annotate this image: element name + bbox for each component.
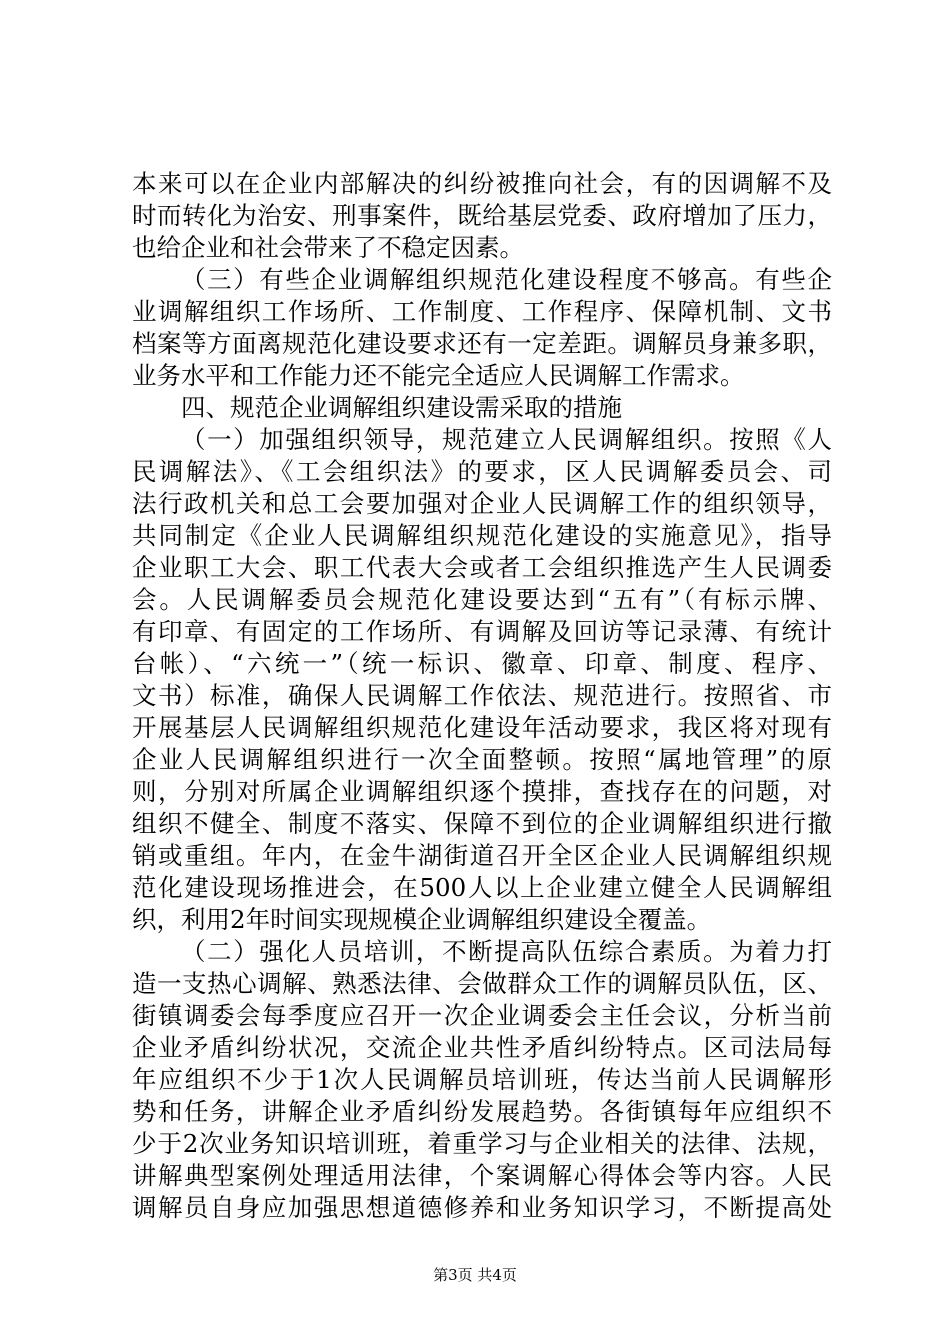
text-line: 开展基层人民调解组织规范化建设年活动要求，我区将对现有 [132, 713, 832, 742]
text-line: 时而转化为治安、刑事案件，既给基层党委、政府增加了压力， [132, 201, 832, 230]
text-line: 销或重组。年内，在金牛湖街道召开全区企业人民调解组织规 [132, 841, 832, 870]
text-line: 业调解组织工作场所、工作制度、工作程序、保障机制、文书 [132, 297, 832, 326]
text-line: 有印章、有固定的工作场所、有调解及回访等记录薄、有统计 [132, 617, 832, 646]
text-line: 范化建设现场推进会，在500人以上企业建立健全人民调解组 [132, 873, 832, 902]
text-line: 组织不健全、制度不落实、保障不到位的企业调解组织进行撤 [132, 809, 832, 838]
text-line: 调解员自身应加强思想道德修养和业务知识学习，不断提高处 [132, 1193, 832, 1222]
text-line: 文书）标准，确保人民调解工作依法、规范进行。按照省、市 [132, 681, 832, 710]
text-line: 共同制定《企业人民调解组织规范化建设的实施意见》，指导 [132, 521, 832, 550]
text-line: 法行政机关和总工会要加强对企业人民调解工作的组织领导， [132, 489, 832, 518]
text-line: 讲解典型案例处理适用法律，个案调解心得体会等内容。人民 [132, 1161, 832, 1190]
text-line: 织，利用2年时间实现规模企业调解组织建设全覆盖。 [132, 905, 712, 934]
paragraph-first-line: （三）有些企业调解组织规范化建设程度不够高。有些企 [181, 265, 832, 294]
paragraph-first-line: （二）强化人员培训，不断提高队伍综合素质。为着力打 [181, 937, 832, 966]
text-line: 造一支热心调解、熟悉法律、会做群众工作的调解员队伍，区、 [132, 969, 832, 998]
text-line: 业务水平和工作能力还不能完全适应人民调解工作需求。 [132, 361, 745, 390]
text-line: 台帐）、“六统一”（统一标识、徽章、印章、制度、程序、 [132, 649, 832, 678]
text-line: 企业职工大会、职工代表大会或者工会组织推选产生人民调委 [132, 553, 832, 582]
paragraph-first-line: 四、规范企业调解组织建设需采取的措施 [181, 393, 622, 422]
text-line: 势和任务，讲解企业矛盾纠纷发展趋势。各街镇每年应组织不 [132, 1097, 832, 1126]
text-line: 则，分别对所属企业调解组织逐个摸排，查找存在的问题，对 [132, 777, 832, 806]
text-line: 年应组织不少于1次人民调解员培训班，传达当前人民调解形 [132, 1065, 832, 1094]
text-line: 企业矛盾纠纷状况，交流企业共性矛盾纠纷特点。区司法局每 [132, 1033, 832, 1062]
text-line: 也给企业和社会带来了不稳定因素。 [132, 233, 524, 262]
text-line: 街镇调委会每季度应召开一次企业调委会主任会议，分析当前 [132, 1001, 832, 1030]
text-line: 民调解法》、《工会组织法》的要求，区人民调解委员会、司 [132, 457, 832, 486]
text-line: 会。人民调解委员会规范化建设要达到“五有”（有标示牌、 [132, 585, 832, 614]
text-line: 少于2次业务知识培训班，着重学习与企业相关的法律、法规， [132, 1129, 832, 1158]
text-line: 本来可以在企业内部解决的纠纷被推向社会，有的因调解不及 [132, 169, 832, 198]
text-line: 档案等方面离规范化建设要求还有一定差距。调解员身兼多职， [132, 329, 832, 358]
paragraph-first-line: （一）加强组织领导，规范建立人民调解组织。按照《人 [181, 425, 832, 454]
text-line: 企业人民调解组织进行一次全面整顿。按照“属地管理”的原 [132, 745, 832, 774]
document-body [132, 168, 832, 1224]
page-footer: 第3页 共4页 [433, 1266, 517, 1284]
